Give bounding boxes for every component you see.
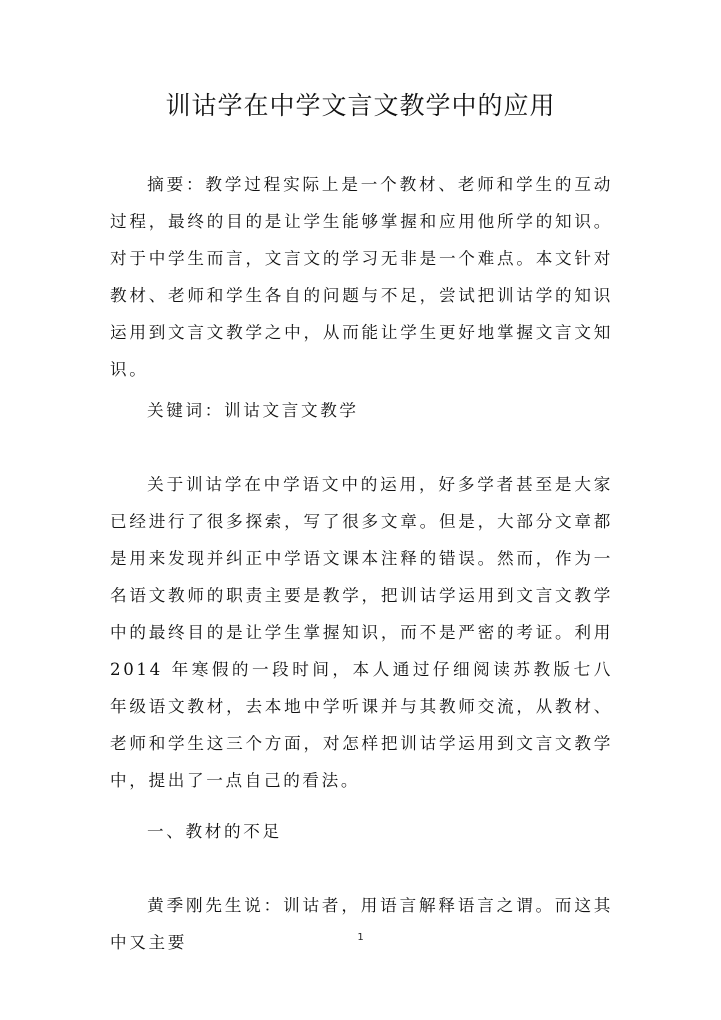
section-heading: [110, 813, 613, 850]
intro-text: 关于训诂学在中学语文中的运用，好多学者甚至是大家已经进行了很多探索，写了很多文章。但是，大部分文章都是用来发现并纠正中学语文课本注释的错误。然而，作为一名语文教师的职责主要是教学，把训诂学运用到文言文教学中的最终目的是让学生掌握知识，而不是严密的考证。利用 2014 年寒假的一段时间，本人通过仔细阅读苏教版七八年级语文教材，去本地中学听课并与其教师交流，从教材、老师和学生这三个方面，对怎样把训诂学运用到文言文教学中，提出了一点自己的看法。: [110, 475, 613, 790]
document-title: 训诂学在中学文言文教学中的应用: [165, 91, 556, 120]
section-paragraph-text: 黄季刚先生说：训诂者，用语言解释语言之谓。而这其中又主要: [110, 896, 613, 952]
keywords-paragraph: [110, 392, 613, 429]
section-paragraph: [110, 887, 613, 961]
abstract-text: 摘要：教学过程实际上是一个教材、老师和学生的互动过程，最终的目的是让学生能够掌握和应用他所学的知识。对于中学生而言，文言文的学习无非是一个难点。本文针对教材、老师和学生各自的问题与不足，尝试把训诂学的知识运用到文言文教学之中，从而能让学生更好地掌握文言文知识。: [110, 175, 613, 379]
section-heading-text: 一、教材的不足: [147, 822, 282, 841]
page-number: 1: [357, 932, 364, 943]
keywords-text: 关键词：训诂文言文教学: [147, 401, 359, 420]
intro-paragraph: [110, 466, 613, 799]
abstract-paragraph: [110, 166, 613, 388]
